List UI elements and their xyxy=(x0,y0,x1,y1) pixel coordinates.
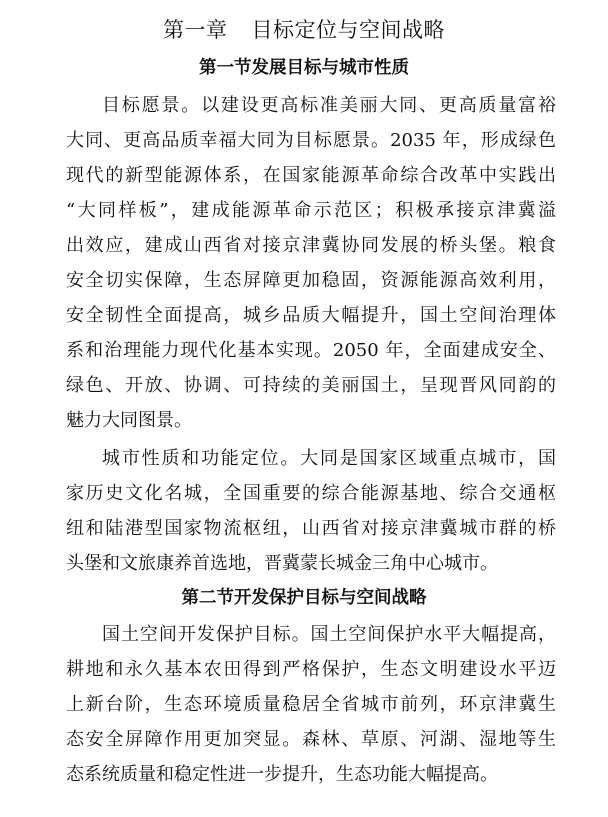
text-line: 态安全屏障作用更加突显。森林、草原、河湖、湿地等生 xyxy=(66,729,556,750)
text-line: 大同、更高品质幸福大同为目标愿景。2035 年，形成绿色 xyxy=(66,130,556,151)
chapter-name: 目标定位与空间战略 xyxy=(251,18,445,42)
text-line: 魅力大同图景。 xyxy=(66,410,192,431)
section-1-title: 第一节发展目标与城市性质 xyxy=(199,58,409,78)
text-line: 态系统质量和稳定性进一步提升，生态功能大幅提高。 xyxy=(66,764,498,785)
text-line: 上新台阶，生态环境质量稳居全省城市前列，环京津冀生 xyxy=(66,694,556,715)
paragraph-goal-vision xyxy=(66,88,556,438)
paragraph-city-positioning xyxy=(66,441,556,581)
chapter-number: 第一章 xyxy=(163,18,228,42)
text-line: 头堡和文旅康养首选地，晋冀蒙长城金三角中心城市。 xyxy=(66,553,498,574)
text-line: 现代的新型能源体系，在国家能源革命综合改革中实践出 xyxy=(66,165,556,186)
chapter-title xyxy=(0,12,608,48)
text-line: 城市性质和功能定位。大同是国家区域重点城市，国 xyxy=(102,448,556,469)
text-line: 耕地和永久基本农田得到严格保护，生态文明建设水平迈 xyxy=(66,659,556,680)
text-line: 出效应，建成山西省对接京津冀协同发展的桥头堡。粮食 xyxy=(66,235,556,256)
paragraph-protection-goals xyxy=(66,617,556,792)
text-line: 目标愿景。以建设更高标准美丽大同、更高质量富裕 xyxy=(102,95,556,116)
text-line: 家历史文化名城，全国重要的综合能源基地、综合交通枢 xyxy=(66,483,556,504)
text-line: “大同样板”，建成能源革命示范区；积极承接京津冀溢 xyxy=(66,200,556,221)
text-line: 绿色、开放、协调、可持续的美丽国土，呈现晋风同韵的 xyxy=(66,375,556,396)
text-line: 纽和陆港型国家物流枢纽，山西省对接京津冀城市群的桥 xyxy=(66,518,556,539)
text-line: 安全切实保障，生态屏障更加稳固，资源能源高效利用， xyxy=(66,270,556,291)
text-line: 系和治理能力现代化基本实现。2050 年，全面建成安全、 xyxy=(66,340,556,361)
text-line: 国土空间开发保护目标。国土空间保护水平大幅提高， xyxy=(102,624,556,645)
text-line: 安全韧性全面提高，城乡品质大幅提升，国土空间治理体 xyxy=(66,305,556,326)
section-2-title: 第二节开发保护目标与空间战略 xyxy=(181,588,427,608)
